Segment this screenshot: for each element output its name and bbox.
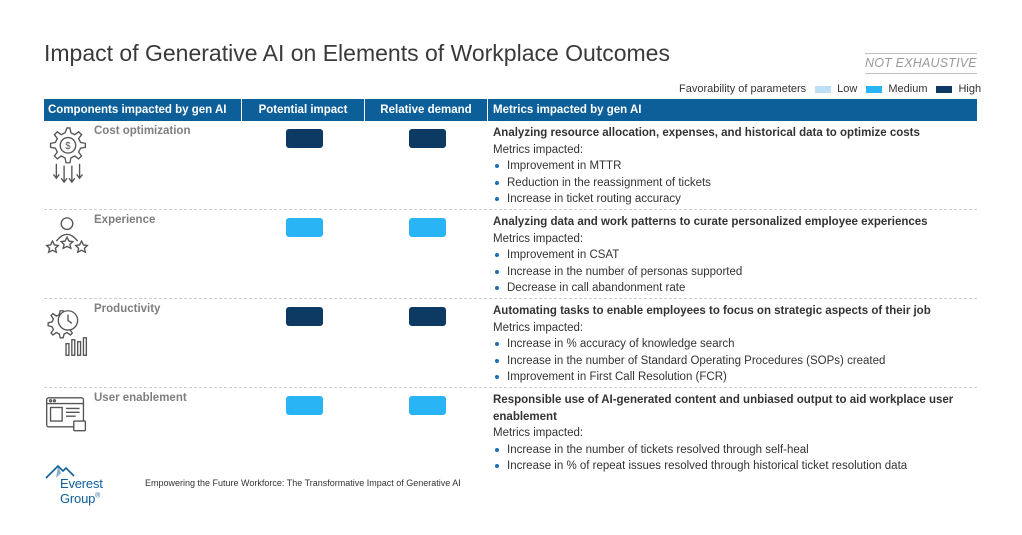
- metrics-label: Metrics impacted:: [493, 427, 584, 440]
- header-relative-demand: Relative demand: [365, 99, 488, 121]
- metrics-label: Metrics impacted:: [493, 321, 584, 334]
- metrics-label: Metrics impacted:: [493, 232, 584, 245]
- person-stars-icon: [44, 214, 90, 274]
- metrics-cell: [493, 303, 973, 386]
- metrics-headline: Analyzing data and work patterns to curate personalized employee experiences: [493, 216, 928, 228]
- report-title: Empowering the Future Workforce: The Transformative Impact of Generative AI: [145, 478, 461, 488]
- component-label: Cost optimization: [94, 125, 191, 137]
- list-item: Improvement in MTTR: [493, 158, 973, 175]
- legend-item-medium: Medium: [888, 83, 928, 95]
- table-row: [44, 299, 977, 388]
- potential-impact-bar: [286, 307, 323, 326]
- not-exhaustive-tag: NOT EXHAUSTIVE: [865, 53, 977, 74]
- legend: [679, 83, 981, 95]
- metrics-list: [493, 158, 973, 208]
- legend-swatch-medium: [866, 86, 882, 93]
- relative-demand-bar: [409, 396, 446, 415]
- list-item: Increase in the number of tickets resolved through self-heal: [493, 442, 973, 459]
- legend-item-low: Low: [837, 83, 858, 95]
- metrics-cell: [493, 392, 973, 475]
- metrics-list: [493, 336, 973, 386]
- logo-text: [60, 476, 144, 506]
- relative-demand-bar: [409, 218, 446, 237]
- component-label: User enablement: [94, 392, 187, 404]
- component-label: Experience: [94, 214, 156, 226]
- legend-label: Favorability of parameters: [679, 83, 807, 95]
- page-title: Impact of Generative AI on Elements of Workplace Outcomes: [44, 40, 670, 66]
- metrics-list: [493, 247, 973, 297]
- svg-text:$: $: [65, 141, 71, 153]
- browser-window-icon: [44, 392, 90, 452]
- header-metrics: Metrics impacted by gen AI: [493, 104, 642, 116]
- potential-impact-bar: [286, 396, 323, 415]
- header-components: Components impacted by gen AI: [44, 99, 242, 121]
- clock-gear-chart-icon: [44, 303, 90, 363]
- metrics-headline: Responsible use of AI-generated content and unbiased output to aid workplace user enablement: [493, 394, 954, 423]
- list-item: Increase in the number of Standard Operating Procedures (SOPs) created: [493, 353, 973, 370]
- legend-item-high: High: [958, 83, 982, 95]
- potential-impact-bar: [286, 129, 323, 148]
- metrics-cell: [493, 214, 973, 297]
- metrics-headline: Automating tasks to enable employees to focus on strategic aspects of their job: [493, 305, 931, 317]
- legend-swatch-high: [936, 86, 952, 93]
- table-header: [44, 99, 977, 121]
- table-row: [44, 210, 977, 299]
- list-item: Increase in % of repeat issues resolved through historical ticket resolution data: [493, 458, 973, 475]
- metrics-cell: [493, 125, 973, 208]
- metrics-headline: Analyzing resource allocation, expenses, and historical data to optimize costs: [493, 127, 920, 139]
- component-label: Productivity: [94, 303, 161, 315]
- list-item: Reduction in the reassignment of tickets: [493, 175, 973, 192]
- list-item: Improvement in CSAT: [493, 247, 973, 264]
- list-item: Increase in the number of personas supported: [493, 264, 973, 281]
- relative-demand-bar: [409, 307, 446, 326]
- list-item: Increase in % accuracy of knowledge search: [493, 336, 973, 353]
- metrics-list: [493, 442, 973, 475]
- list-item: Increase in ticket routing accuracy: [493, 191, 973, 208]
- relative-demand-bar: [409, 129, 446, 148]
- list-item: Improvement in First Call Resolution (FCR): [493, 369, 973, 386]
- registered-mark: ®: [95, 492, 101, 500]
- header-potential-impact: Potential impact: [242, 99, 365, 121]
- everest-group-logo: [44, 463, 144, 506]
- footer: [44, 463, 544, 506]
- cost-gear-icon: [44, 125, 90, 185]
- list-item: Decrease in call abandonment rate: [493, 280, 973, 297]
- legend-swatch-low: [815, 86, 831, 93]
- metrics-label: Metrics impacted:: [493, 143, 584, 156]
- table-row: [44, 121, 977, 210]
- potential-impact-bar: [286, 218, 323, 237]
- brand-name: Everest Group: [60, 476, 103, 506]
